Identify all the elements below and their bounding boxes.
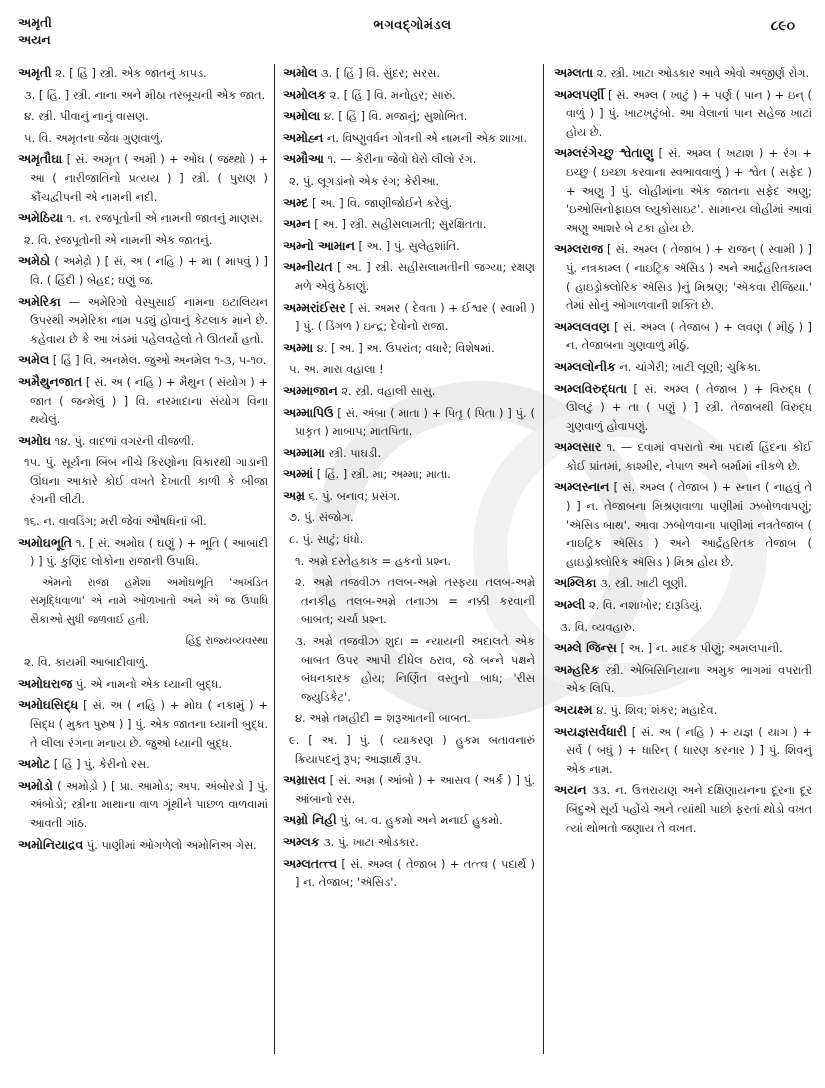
sense-definition [283,360,535,379]
headword: અમ્માપિઉ [283,404,334,420]
definition-text: ૪. અમ્રે તમહીદી = શરૂઆતની બાબત. [295,711,471,726]
headword: અમેલ [18,352,50,368]
column-divider [274,64,275,1054]
headword: અમોઘસિદ્ધ [18,697,79,713]
definition-text: [ સં. અમ્લ ( ખાટું ) + પર્ણ ( પાન ) + ઇન્ ( વાળું ) ] પું. ખાટખટુંબો. આ વેલાનાં પાન સહેજ ખાટાં હોય છે. [566,87,812,139]
definition-text: એમનો રાજા હમેશાં અમોઘભૂતિ 'અખંડિત સમૃદ્ધિવાળા' એ નામે ઓળખાતો અને એ જ ઉપાધિ સૈકાઓ સુધી જળવાઈ હતી. [30,575,268,627]
dictionary-entry [283,215,535,234]
definition-text: પું. એ નામનો એક ધ્યાની બુદ્ધ. [72,676,222,691]
definition-text: [ સં. અમર ( દેવતા ) + ઈશ્વર ( સ્વામી ) ] પું. ( ડિંગળ ) ઇન્દ્ર; દેવોનો રાજા. [295,300,535,334]
definition-text: ( અમોડ઼ો ) [ પ્રા. આમોડ; અપ. અંબોરડો ] પું. અંબોડો; સ્ત્રીના માથાના વાળ ગૂંથીને પાછળ વાળવામાં આવતી ગાંઠ. [30,778,268,830]
headword: અમ્લરંગેચ્છુ શ્વેતાણુ [554,145,654,161]
headword: અમ્લક [283,833,320,849]
definition-text: [ સં. અ ( નહિ ) + મૈથુન ( સંયોગ ) + જાત ( જન્મેલું ) ] વિ. નરમાદાના સંયોગ વિના થયેલું. [30,374,268,427]
dictionary-entry [554,64,812,83]
dictionary-entry [283,237,535,256]
definition-text: [ સં. અમ્લ ( તેજાબ ) + લવણ ( મીઠું ) ] ન. તેજાબના ગુણવાળું મીઠું. [566,319,812,353]
headword: અમોટ [18,756,51,772]
dictionary-entry [18,777,268,833]
sense-definition [283,573,535,629]
definition-text: ૨. વિ. કાયમી આબાદીવાળું. [24,655,149,670]
headword: અમોઘ [18,432,52,448]
headword: અમોડો [18,777,53,793]
sense-definition [283,731,535,768]
dictionary-entry [283,833,535,852]
definition-text: ૧૫. પું. સૂર્યના બિંબ નીચે કિરણોના વિકારથી ગાડાની ઊંધના આકારે કોઈ વખતે દેખાતી કાળી કે બીજા રંગની લીટી. [24,455,268,507]
sense-definition [18,129,268,148]
definition-text: — અમેરિગો વેસ્પુસાઈ નામના ઇટાલિયન ઉપરથી અમેરિકા નામ પડ્યું હોવાનું કેટલાક માને છે. કહેવાય છે કે આ ખંડમાં પહેલવહેલો તે ઊતર્યો હતો. [30,294,268,346]
definition-text: [ સં. અમ્લ ( તેજાબ ) + તત્ત્વ ( પદાર્થ ) ] ન. તેજાબ; 'ઍસિડ'. [295,856,535,890]
definition-text: પું. પાણીમાં ઓગળેલો અમોનિઅ ગેસ. [83,837,257,852]
column-3 [554,64,812,840]
dictionary-entry [554,438,812,475]
definition-text: ૨. [ હિં ] વિ. મનોહર; સારું. [326,87,456,102]
definition-text: ૪. પું. શિવ; શંકર; મહાદેવ. [592,703,718,717]
dictionary-entry [554,380,812,436]
sense-definition [283,552,535,571]
dictionary-entry [18,755,268,774]
definition-text: [ અ. ] ન. માદક પીણું; અમલપાની. [616,641,783,656]
headword: અમ્માજાન [283,382,338,398]
definition-text: [ સં. અમ્લ ( તેજાબ ) + વિરુદ્ધ ( ઊલટું ) + તા ( પણું ) ] સ્ત્રી. તેજાબથી વિરુદ્ધ ગુણવાળું હોવાપણું. [566,381,812,433]
definition-text: ૬. પું. બનાવ; પ્રસંગ. [304,488,401,503]
definition-text: ૨. પું. લૂગડાંનો એક રંગ; કેરીઆ. [289,173,440,188]
headword: અમ્મરાંઈસર [283,299,346,315]
definition-text: [ સં. અમ્લ ( ખટાશ ) + રંગ + ઇચ્છુ ( ઇચ્છા કરવાના સ્વભાવવાળું ) + શ્વેત ( સફેદ ) + અણુ ] પું. લોહીમાંના એક જાતના સફેદ અણુ; 'ઇઓસિનોફાઇલ લ્યુકોસાઇટ'. સામાન્ય લોહીમાં આવાં અણુ આશરે બે ટકા હોય છે. [566,146,812,235]
headword: અમૌઆ [283,151,324,167]
dictionary-entry [554,358,812,377]
dictionary-entry [18,836,268,855]
dictionary-entry [283,771,535,808]
sense-definition [18,231,268,250]
sense-definition [283,632,535,706]
headword: અમ્લલવણ [554,318,610,334]
definition-text: ૯. [ અ. ] પું. ( વ્યાકરણ ) હુકમ બતાવનારું ક્રિયાપદનું રૂપ; આજ્ઞાર્થ રૂપ. [289,733,535,766]
dictionary-entry [283,64,535,83]
headword: અમ્નો આમાન [283,237,355,253]
headword: અમ્લસ્નાન [554,479,610,495]
definition-text: સ્ત્રી. એબિસિનિયાના અમુક ભાગમાં વપરાતી એક લિપિ. [566,662,812,696]
definition-text: ૫. અ. મારા વહાલા ! [289,362,384,377]
dictionary-entry [554,318,812,355]
definition-text: [ હિં. ] સ્ત્રી. મા; અમ્મા; માતા. [313,467,451,482]
definition-text: ૪. [ અ. ] અ. ઉપરાંત; વધારે; વિશેષમાં. [313,340,495,355]
definition-text: ૧૪. પું. વાદળાં વગરની વીજળી. [51,433,195,448]
sense-definition [283,508,535,527]
definition-text: ૩. [ હિં ] વિ. સુંદર; સરસ. [317,66,440,80]
sense-definition [283,172,535,191]
definition-text: [ હિં ] વિ. અનમેલ. જુઓ અનમેલ ૧-૩, ૫-૧૦. [49,353,267,368]
definition-text: [ સં. અમૃત ( અમી ) + ઓઘ ( જથ્થો ) + આ ( નારીજાતિનો પ્રત્યય ) ] સ્ત્રી. ( પુરાણ ) ક્રૌંચદ્વીપની એ નામની નદી. [30,152,268,204]
headword: અમ્લી [554,597,586,613]
definition-text: ૨. વિ. રજપૂતોની એ નામની એક જાતનું. [24,232,213,247]
definition-text: ૧૬. ન. વાવડિંગ; મરી જેવાં ઔષધિનાં બી. [24,514,207,529]
dictionary-entry [554,701,812,720]
headword: અમ્લરાજ [554,241,603,257]
sense-definition [18,512,268,531]
dictionary-entry [283,382,535,401]
citation [18,632,268,651]
sense-definition [18,107,268,126]
definition-text: ૩. અમ્રે તજવીઝ શુદા = ન્યાયની અદાલતે એક બાબત ઉપર આપી દીધેલ ઠરાવ, જે બન્ને પક્ષને બંધનકારક હોય; નિર્ણિત વસ્તુનો બાધ; 'રીસ જ્યુડિકેટ'. [295,634,535,704]
dictionary-entry [283,855,535,892]
dictionary-entry [554,661,812,698]
definition-text: ૧. — કેરીના જેવો ઘેરો લીલો રંગ. [323,152,477,167]
page-number: ૮૯૦ [770,18,795,34]
guide-word-first: અમૃતી [18,15,52,30]
dictionary-entry [554,781,812,837]
definition-text: [ અ. ] વિ. જાણીજોઈને કરેલું. [308,195,453,210]
dictionary-entry [18,252,268,289]
definition-text: [ સં. અમ્લ ( તેજાબ ) + સ્નાન ( નાહવું તે ) ] ન. તેજાબના મિશ્રણવાળા પાણીમાં ઝબોળવાપણું; 'ઍસિડ બાથ'. આવા ઝબોળવાના પાણીમાં નત્રતેજાબ ( નાઇટ્રિક ઍસિડ ) અને આર્દ્રહરિતક તેજાબ ( હાઇડ્રોક્લોરિક ઍસિડ ) મિશ્ર હોય છે. [566,480,812,569]
definition-text: [ અ. ] સ્ત્રી. સહીસલામતી; સુરક્ષિતતા. [310,217,487,232]
page-header [0,0,825,58]
headword: અમ્લતત્ત્વ [283,855,338,871]
definition-text: ૩. [ હિં. ] સ્ત્રી. નાના અને મીઠા તરબૂચની એક જાત. [24,87,266,102]
definition-text: ૩. વિ. વ્યવહારુ. [560,619,636,634]
dictionary-entry [18,432,268,451]
definition-text: [ અ. ] સ્ત્રી. સહીસલામતીની જગ્યા; રક્ષણ મળે એવું ઠેકાણું. [295,260,535,293]
headword: અયન [554,782,587,798]
headword: અમ્રો નિહી [283,812,337,828]
dictionary-entry [554,86,812,142]
definition-text: ૨. સ્ત્રી. વહાલી સાસુ. [337,383,436,398]
definition-text: ૮. પું. સાટું; ધંધો. [289,532,364,547]
dictionary-entry [554,240,812,314]
sense-definition [18,653,268,672]
dictionary-entry [283,811,535,830]
definition-text: હિંદુ રાજ્યવ્યવસ્થા [185,633,268,647]
dictionary-entry [18,150,268,206]
dictionary-entry [18,64,268,83]
dictionary-entry [18,373,268,429]
headword: અયજ્ઞસર્વધારી [554,723,627,739]
dictionary-entry [283,299,535,336]
headword: અમૈથુનજાત [18,373,83,389]
dictionary-entry [554,144,812,237]
definition-text: ૨. અમ્રે તજવીઝ તલબ-અમ્રે તસ્ફયા તલબ-અમ્રે તનકીહ તલબ-અમ્રે તનાઝા = નક્કી કરવાની બાબત; ચર્ચા પ્રશ્ન. [295,575,535,627]
dictionary-entry [554,574,812,593]
headword: અમ્લસાર [554,439,602,455]
headword: અયક્ષ્મ [554,702,593,717]
quotation [18,574,268,630]
dictionary-entry [18,675,268,694]
headword: અમોઘભૂતિ [18,534,72,550]
definition-text: ૩. પું. ખાટા ઓડકાર. [319,834,419,849]
dictionary-entry [18,534,268,571]
headword: અમ્હરિક [554,661,600,677]
definition-text: ૫. વિ. અમૃતના જેવા ગુણવાળું. [24,130,164,145]
dictionary-entry [283,150,535,169]
headword: અમોઘરાજ [18,675,73,691]
guide-word-last: અયન [18,32,51,47]
definition-text: ન. ચાંગેરી; ખાટી લૂણી; ચુક્રિકા. [615,359,762,374]
definition-text: પું. બ. વ. હુકમો અને મનાઈ હુકમો. [336,813,503,828]
headword: અમૃતૌઘા [18,151,63,167]
definition-text: સ્ત્રી. પાઘડી. [324,445,382,460]
headword: અમ્દ [283,194,309,210]
definition-text: ૧. ન. રજપૂતોની એ નામની જાતનું માણસ. [63,211,263,226]
sense-definition [18,453,268,509]
definition-text: [ અ. ] પું. સુલેહશાંતિ. [354,238,460,253]
definition-text: ( અમેઢ઼ો ) [ સં. અ ( નહિ ) + મા ( માપવું ) ] વિ. ( હિંદી ) બેહદ; ઘણું જ. [30,254,268,287]
headword: અમ્લવિરુદ્ધતા [554,380,627,396]
dictionary-entry [554,723,812,779]
headword: અમોહ્ન [283,129,324,145]
definition-text: ૨. [ હિં ] સ્ત્રી. એક જાતનું કાપડ. [51,66,207,80]
headword: અમૃતી [18,65,52,80]
dictionary-entry [283,258,535,295]
sense-definition [18,86,268,105]
column-2 [283,64,535,895]
headword: અમ્લિકા [554,575,597,591]
definition-text: [ સં. અમ્ર ( આંબો ) + આસવ ( અર્ક ) ] પું. આંબાનો રસ. [295,773,535,806]
sense-definition [554,618,812,637]
headword: અમોનિયાદ્રવ [18,836,84,852]
headword: અમેઠિયા [18,210,64,226]
definition-text: ૧. અમ્રે દસ્તેહકાક = હકનો પ્રશ્ન. [295,553,451,568]
dictionary-entry [283,339,535,358]
definition-text: ૧. — દવામાં વપરાતો આ પદાર્થ હિંદના કોઈ કોઈ પ્રાંતમાં, કાશ્મીર, નેપાળ અને બર્મામાં નીકળે છે. [566,440,812,473]
sense-definition [283,709,535,728]
headword: અમ્મામા [283,444,325,460]
definition-text: [ સં. અ ( નહિ ) + યજ્ઞ ( યાગ ) + સર્વ ( બધું ) + ધારિન્ ( ધારણ કરનાર ) ] પું. શિવનું એક નામ. [566,724,812,776]
definition-text: ૩. સ્ત્રી. ખાટી લૂણી. [596,576,688,591]
dictionary-entry [18,351,268,370]
dictionary-entry [18,293,268,349]
headword: અમ્ર [283,487,305,503]
definition-text: ૭. પું. સંજોગ. [289,510,354,525]
definition-text: [ સં. અ ( નહિ ) + મોઘ ( નકામું ) + સિદ્ધ ( મુક્ત પુરુષ ) ] પું. એક જાતના ધ્યાની બુદ્ધ. તે લીલા રંગના મનાય છે. જુઓ ધ્યાની બુદ્ધ. [30,698,268,750]
definition-text: ૨. સ્ત્રી. ખાટા ઓડકાર આવે એવો અજીર્ણ રોગ. [593,66,810,80]
headword: અમ્લલોનીક [554,358,616,374]
definition-text: ૩૩. ન. ઉત્તરાયણ અને દક્ષિણાયનના દૂરના દૂર બિંદુએ સૂર્ય પહોંચે અને ત્યાંથી પાછો ફરતાં થોડો વખત ત્યાં થોભતો જણાય તે વખત. [566,783,812,835]
dictionary-entry [554,639,812,658]
headword: અમેઠો [18,253,51,269]
headword: અમોલક [283,86,327,102]
headword: અમ્ન [283,216,311,232]
dictionary-entry [283,487,535,506]
definition-text: [ સં. અંબા ( માતા ) + પિતૃ ( પિતા ) ] પું. ( પ્રાકૃત ) માબાપ; માતપિતા. [295,405,535,439]
dictionary-entry [283,194,535,213]
dictionary-entry [554,478,812,571]
dictionary-entry [283,86,535,105]
dictionary-entry [554,596,812,615]
dictionary-entry [283,444,535,463]
dictionary-entry [18,209,268,228]
dictionary-entry [283,129,535,148]
headword: અમ્માં [283,466,314,482]
headword: અમ્નીયત [283,259,333,275]
definition-text: ૨. વિ. નશાખોર; દારૂડિયું. [585,598,703,613]
dictionary-entry [283,404,535,441]
headword: અમોલ [283,65,318,80]
headword: અમોલા [283,108,321,124]
column-1 [18,64,268,857]
headword: અમ્લે જિન્સ [554,640,617,656]
definition-text: [ સં. અમ્લ ( તેજાબ ) + રાજન્ ( સ્વામી ) ] પું. નત્રકામ્લ ( નાઇટ્રિક ઍસિડ ) અને આર્દ્રહરિતકામ્લ ( હાઇડ્રોક્લોરિક ઍસિડ )નું મિશ્રણ; 'ઍકવા રીજિયા.' તેમાં સોનું ઓગાળવાની શક્તિ છે. [566,242,812,313]
headword: અમ્લતા [554,65,594,80]
dictionary-entry [283,465,535,484]
running-title: ભગવદ્ગોમંડલ [373,18,452,33]
definition-text: [ હિં ] પું. કેરીનો રસ. [50,757,150,772]
headword: અમ્રાસવ [283,772,326,788]
definition-text: ૧. [ સં. અમોઘ ( ઘણું ) + ભૂતિ ( આબાદી ) ] પું. કુણિંદ લોકોના રાજાની ઉપાધિ. [30,535,268,569]
dictionary-entry [283,107,535,126]
definition-text: ન. વિષ્ણુવર્ધન ગોત્રની એ નામની એક શાખા. [323,130,527,145]
sense-definition [283,530,535,549]
headword: અમ્મા [283,339,314,355]
dictionary-entry [18,696,268,752]
headword: અમેરિકા [18,293,61,309]
definition-text: ૪. સ્ત્રી. પીવાનું નાનું વાસણ. [24,109,149,124]
headword: અમ્લપર્ણી [554,86,605,102]
column-divider [543,64,544,1054]
definition-text: ૪. [ હિં ] વિ. મજાનું; સુશોભિત. [320,109,468,124]
